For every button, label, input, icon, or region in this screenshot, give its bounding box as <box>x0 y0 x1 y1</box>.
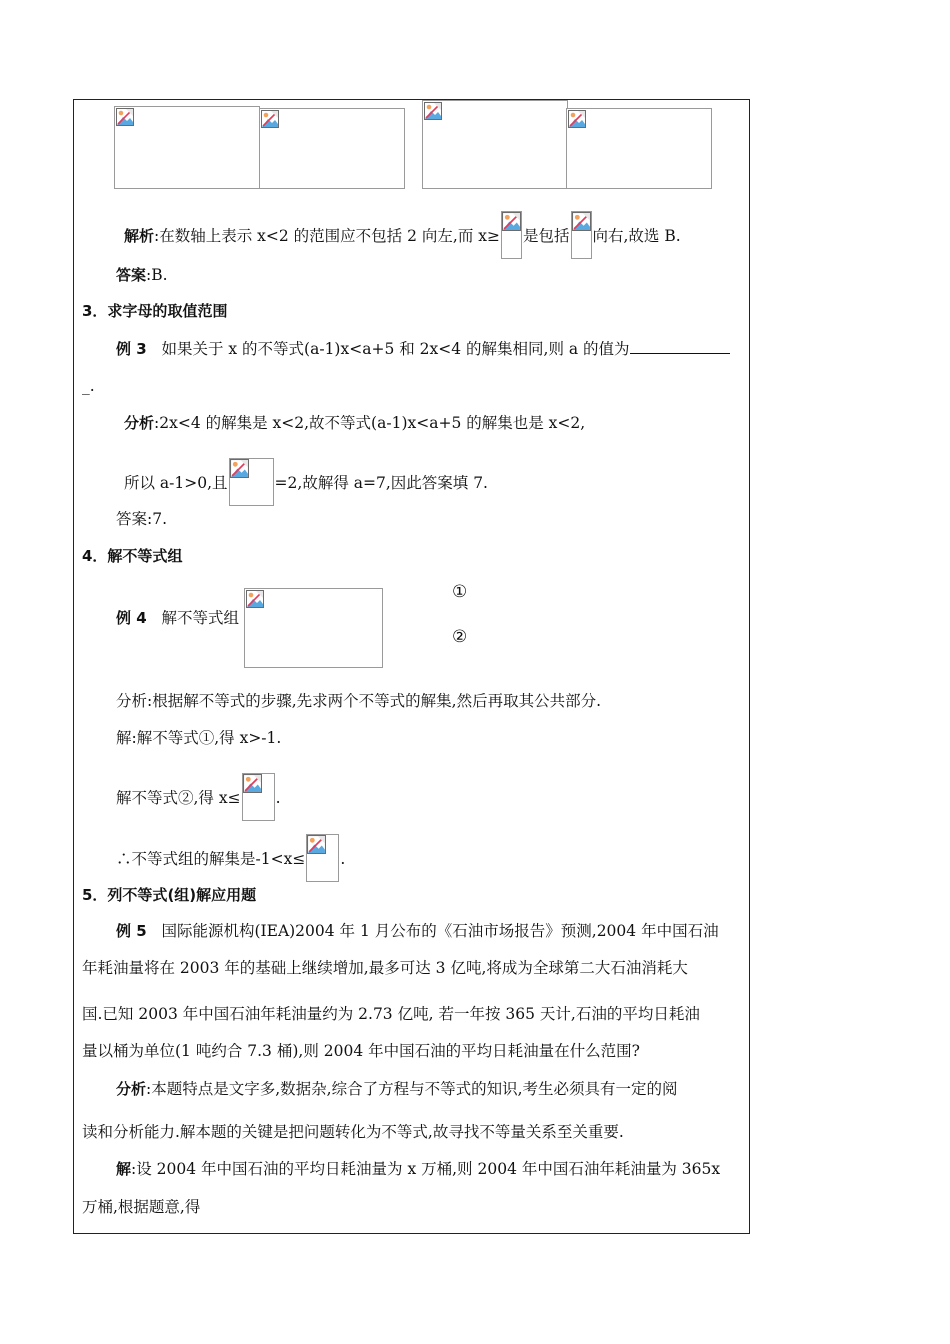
example4-question <box>116 607 239 629</box>
example-text: 国际能源机构(IEA)2004 年 1 月公布的《石油市场报告》预测,2004 年中国石油 <box>161 922 719 940</box>
inline-formula-image <box>306 834 339 882</box>
option-c-image <box>422 100 568 189</box>
inequality-system-image <box>244 588 383 668</box>
broken-image-icon <box>568 110 586 128</box>
example5-solve-line1 <box>116 1158 720 1180</box>
example3-analysis-line2 <box>124 460 488 508</box>
analysis-text: 所以 a-1>0,且 <box>124 474 228 492</box>
answer-blank <box>630 337 730 354</box>
solve-text: 解不等式②,得 x≤ <box>116 789 241 807</box>
answer-text: :B. <box>146 266 168 284</box>
option-a-image <box>114 106 260 189</box>
example4-result <box>116 836 345 884</box>
circled-one: ① <box>452 582 468 602</box>
inline-formula-image <box>571 211 592 259</box>
analysis-text: 向右,故选 B. <box>592 227 681 245</box>
broken-image-icon <box>243 774 262 793</box>
example3-question <box>116 337 730 360</box>
broken-image-icon <box>261 110 279 128</box>
analysis-label: 解析 <box>124 227 155 245</box>
broken-image-icon <box>572 212 591 231</box>
example3-analysis <box>124 412 585 434</box>
example-text: 如果关于 x 的不等式(a-1)x<a+5 和 2x<4 的解集相同,则 a 的值为 <box>161 340 630 358</box>
example5-line3: 国.已知 2003 年中国石油年耗油量约为 2.73 亿吨, 若一年按 365 天计,石油的平均日耗油 <box>82 1005 700 1023</box>
example3-answer: 答案:7. <box>116 510 168 528</box>
solve-text: :设 2004 年中国石油的平均日耗油量为 x 万桶,则 2004 年中国石油年耗油量为 365x <box>131 1160 721 1178</box>
solve-text: . <box>275 789 281 807</box>
section4-heading: 4．解不等式组 <box>82 547 183 565</box>
example5-line1 <box>116 920 719 942</box>
inline-formula-image <box>501 211 522 259</box>
analysis-text: :在数轴上表示 x<2 的范围应不包括 2 向左,而 x≥ <box>154 227 500 245</box>
example2-analysis <box>124 213 681 261</box>
example-label: 例 5 <box>116 922 147 940</box>
broken-image-icon <box>116 108 134 126</box>
example5-line2: 年耗油量将在 2003 年的基础上继续增加,最多可达 3 亿吨,将成为全球第二大石油消耗大 <box>82 959 688 977</box>
example5-analysis-line1 <box>116 1078 678 1100</box>
example4-solve2 <box>116 775 281 823</box>
content-frame <box>73 99 750 1234</box>
solve-label: 解 <box>116 1160 132 1178</box>
option-d-image <box>566 108 712 189</box>
circled-two: ② <box>452 627 468 647</box>
result-text: . <box>340 850 346 868</box>
example5-line4: 量以桶为单位(1 吨约合 7.3 桶),则 2004 年中国石油的平均日耗油量在什么范围? <box>82 1042 640 1060</box>
example4-analysis: 分析:根据解不等式的步骤,先求两个不等式的解集,然后再取其公共部分. <box>116 692 602 710</box>
section3-heading: 3．求字母的取值范围 <box>82 302 228 320</box>
section5-heading: 5．列不等式(组)解应用题 <box>82 886 257 904</box>
result-text: ∴不等式组的解集是-1<x≤ <box>116 850 306 868</box>
example2-answer <box>116 264 168 286</box>
option-b-image <box>259 108 405 189</box>
example-label: 例 4 <box>116 609 147 627</box>
example-label: 例 3 <box>116 340 147 358</box>
example3-question-cont: _. <box>82 377 95 395</box>
example5-analysis-line2: 读和分析能力.解本题的关键是把问题转化为不等式,故寻找不等量关系至关重要. <box>82 1123 624 1141</box>
inline-formula-image <box>242 773 275 821</box>
analysis-label: 分析 <box>116 1080 147 1098</box>
analysis-text: :2x<4 的解集是 x<2,故不等式(a-1)x<a+5 的解集也是 x<2, <box>154 414 586 432</box>
analysis-label: 分析 <box>124 414 155 432</box>
broken-image-icon <box>246 590 264 608</box>
example4-solve1: 解:解不等式①,得 x>-1. <box>116 729 282 747</box>
example5-solve-line2: 万桶,根据题意,得 <box>82 1198 201 1216</box>
broken-image-icon <box>230 459 249 478</box>
inline-formula-image <box>229 458 274 506</box>
broken-image-icon <box>307 835 326 854</box>
analysis-text: 是包括 <box>522 227 570 245</box>
broken-image-icon <box>502 212 521 231</box>
analysis-text: =2,故解得 a=7,因此答案填 7. <box>274 474 488 492</box>
answer-label: 答案 <box>116 266 147 284</box>
example-text: 解不等式组 <box>161 609 239 627</box>
analysis-text: :本题特点是文字多,数据杂,综合了方程与不等式的知识,考生必须具有一定的阅 <box>146 1080 678 1098</box>
broken-image-icon <box>424 102 442 120</box>
